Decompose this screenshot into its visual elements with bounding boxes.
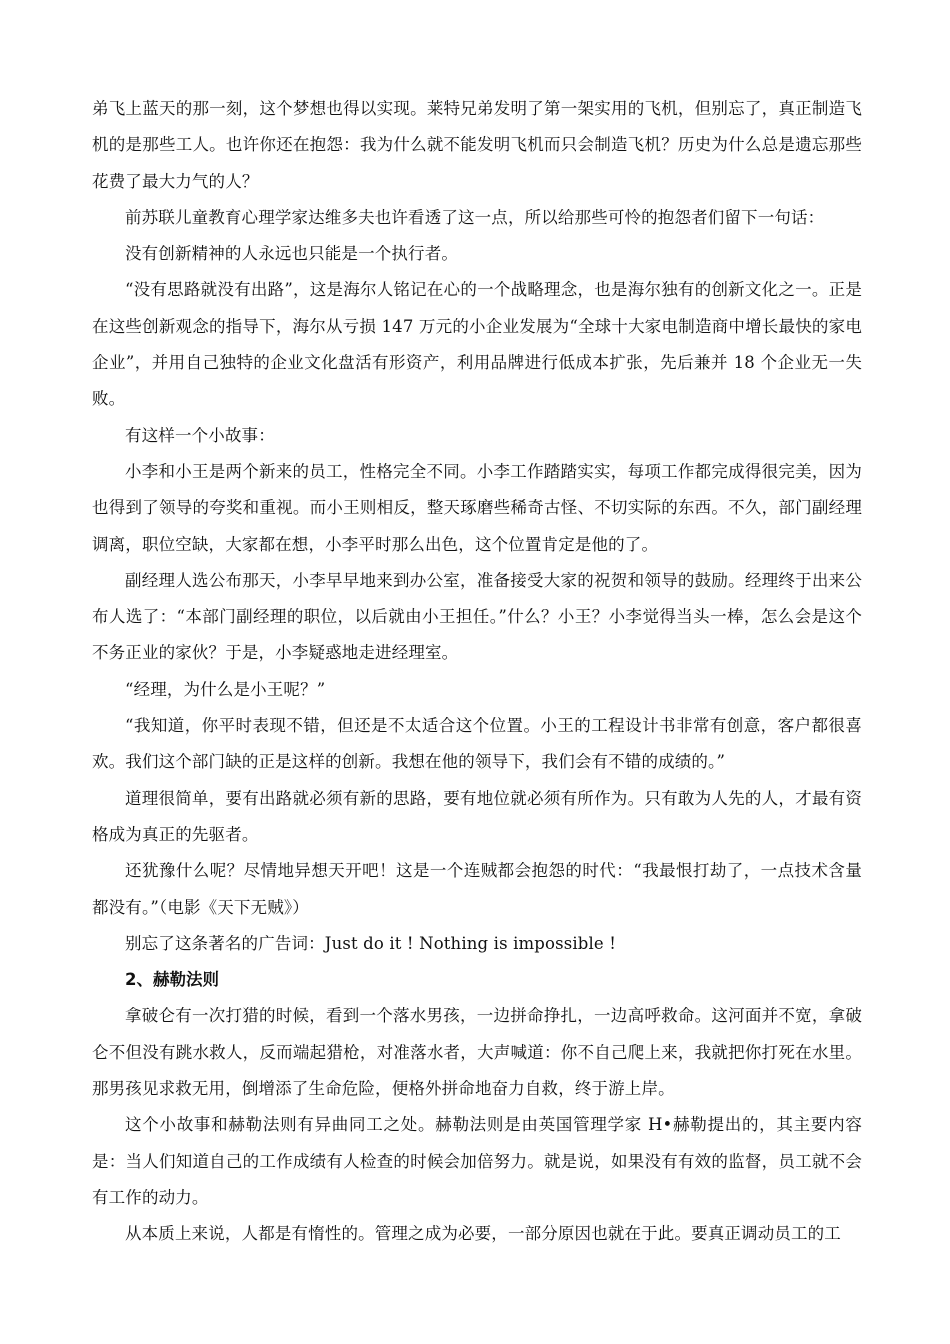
paragraph: 没有创新精神的人永远也只能是一个执行者。 (125, 244, 458, 264)
paragraph: 这个小故事和赫勒法则有异曲同工之处。赫勒法则是由英国管理学家 H•赫勒提出的，其主要内容是：当人们知道自己的工作成绩有人检查的时候会加倍努力。就是说，如果没有有效的监督，员工就不会有工作的动力。 (92, 1115, 862, 1207)
paragraph: 有这样一个小故事： (125, 425, 275, 445)
paragraph: “没有思路就没有出路”，这是海尔人铭记在心的一个战略理念，也是海尔独有的创新文化之一。正是在这些创新观念的指导下，海尔从亏损 147 万元的小企业发展为“全球十大家电制造商中增长最快的家电企业”，并用自己独特的企业文化盘活有形资产，利用品牌进行低成本扩张，先后兼并 18 个企业无一失败。 (92, 280, 862, 409)
document-page (92, 91, 862, 1253)
paragraph: 从本质上来说，人都是有惰性的。管理之成为必要，一部分原因也就在于此。要真正调动员工的工 (125, 1224, 841, 1244)
paragraph: 前苏联儿童教育心理学家达维多夫也许看透了这一点，所以给那些可怜的抱怨者们留下一句话： (125, 207, 825, 227)
paragraph: “我知道，你平时表现不错，但还是不太适合这个位置。小王的工程设计书非常有创意，客户都很喜欢。我们这个部门缺的正是这样的创新。我想在他的领导下，我们会有不错的成绩的。” (92, 716, 862, 772)
paragraph: 弟飞上蓝天的那一刻，这个梦想也得以实现。莱特兄弟发明了第一架实用的飞机，但别忘了，真正制造飞机的是那些工人。也许你还在抱怨：我为什么就不能发明飞机而只会制造飞机？历史为什么总是遗忘那些花费了最大力气的人？ (92, 99, 862, 191)
paragraph: “经理，为什么是小王呢？” (125, 679, 326, 699)
paragraph: 副经理人选公布那天，小李早早地来到办公室，准备接受大家的祝贺和领导的鼓励。经理终于出来公布人选了：“本部门副经理的职位，以后就由小王担任。”什么？小王？小李觉得当头一棒，怎么会是这个不务正业的家伙？于是，小李疑惑地走进经理室。 (92, 570, 862, 663)
paragraph: 小李和小王是两个新来的员工，性格完全不同。小李工作踏踏实实，每项工作都完成得很完美，因为也得到了领导的夸奖和重视。而小王则相反，整天琢磨些稀奇古怪、不切实际的东西。不久，部门副经理调离，职位空缺，大家都在想，小李平时那么出色，这个位置肯定是他的了。 (92, 461, 862, 554)
paragraph: 还犹豫什么呢？尽情地异想天开吧！这是一个连贼都会抱怨的时代：“我最恨打劫了，一点技术含量都没有。”（电影《天下无贼》） (92, 861, 862, 917)
paragraph: 道理很简单，要有出路就必须有新的思路，要有地位就必须有所作为。只有敢为人先的人，才最有资格成为真正的先驱者。 (92, 788, 862, 844)
section-heading: 2、赫勒法则 (125, 970, 219, 990)
paragraph: 别忘了这条著名的广告词：Just do it ! Nothing is impossible ! (125, 933, 616, 953)
paragraph: 拿破仑有一次打猎的时候，看到一个落水男孩，一边拼命挣扎，一边高呼救命。这河面并不宽，拿破仑不但没有跳水救人，反而端起猎枪，对准落水者，大声喊道：你不自己爬上来，我就把你打死在水里。那男孩见求救无用，倒增添了生命危险，便格外拼命地奋力自救，终于游上岸。 (92, 1006, 862, 1099)
